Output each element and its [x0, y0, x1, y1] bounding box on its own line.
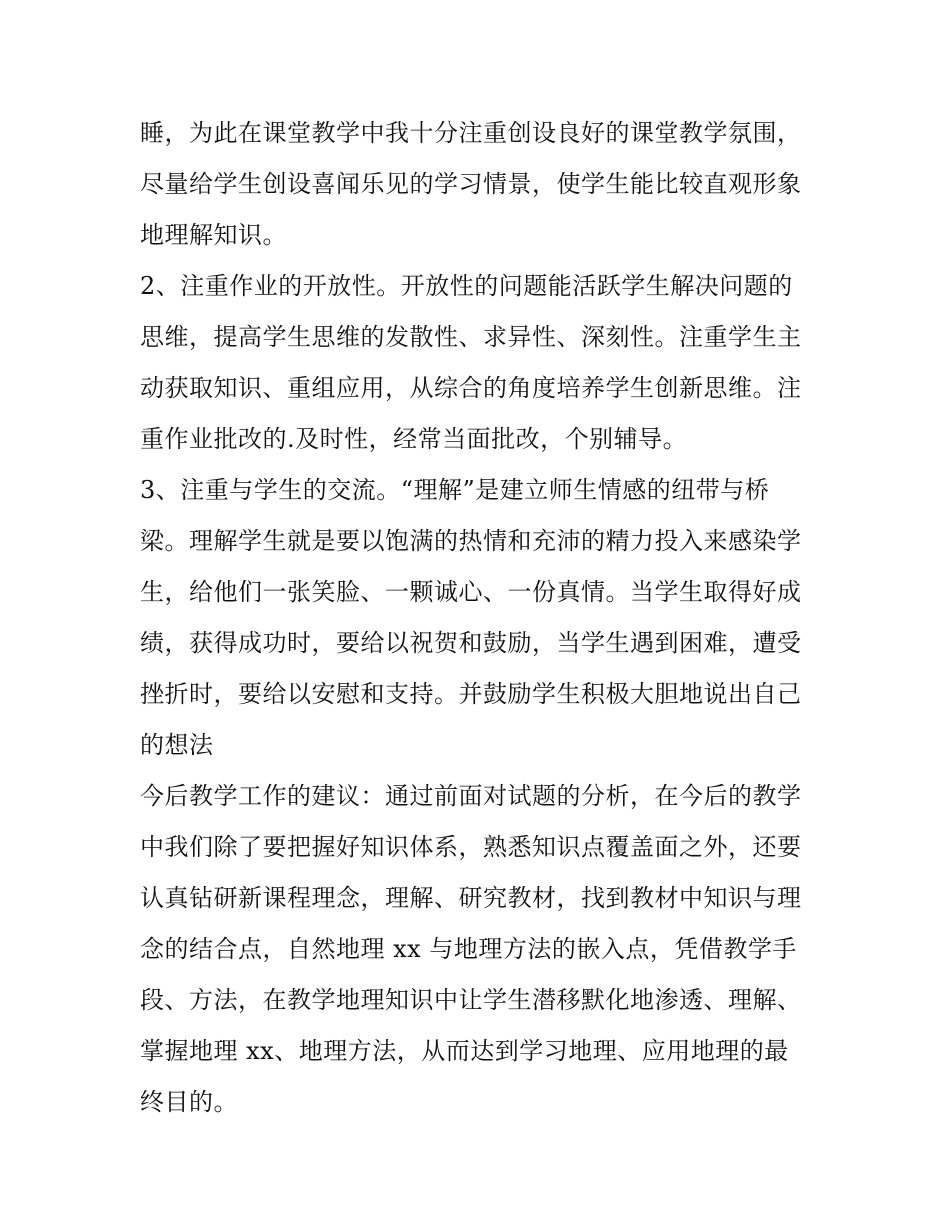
text-line: 绩，获得成功时，要给以祝贺和鼓励，当学生遇到困难，遭受: [140, 629, 802, 657]
text-line: 3、注重与学生的交流。“理解”是建立师生情感的纽带与桥: [140, 476, 770, 504]
text-line: 认真钻研新课程理念，理解、研究教材，找到教材中知识与理: [140, 884, 802, 912]
text-line: 掌握地理 xx、地理方法，从而达到学习地理、应用地理的最: [140, 1037, 789, 1065]
text-line: 梁。理解学生就是要以饱满的热情和充沛的精力投入来感染学: [140, 527, 802, 555]
text-line: 生，给他们一张笑脸、一颗诚心、一份真情。当学生取得好成: [140, 578, 802, 606]
text-line: 今后教学工作的建议：通过前面对试题的分析，在今后的教学: [140, 782, 802, 810]
text-line: 挫折时，要给以安慰和支持。并鼓励学生积极大胆地说出自己: [140, 680, 802, 708]
text-line: 睡，为此在课堂教学中我十分注重创设良好的课堂教学氛围，: [140, 119, 802, 147]
text-line: 段、方法，在教学地理知识中让学生潜移默化地渗透、理解、: [140, 986, 802, 1014]
text-line: 2、注重作业的开放性。开放性的问题能活跃学生解决问题的: [140, 272, 793, 300]
text-line: 念的结合点，自然地理 xx 与地理方法的嵌入点，凭借教学手: [140, 935, 797, 963]
document-body: [140, 108, 820, 1128]
text-line: 地理解知识。: [140, 221, 287, 249]
text-line: 的想法: [140, 731, 214, 759]
text-line: 思维，提高学生思维的发散性、求异性、深刻性。注重学生主: [140, 323, 802, 351]
text-line: 动获取知识、重组应用，从综合的角度培养学生创新思维。注: [140, 374, 802, 402]
text-line: 中我们除了要把握好知识体系，熟悉知识点覆盖面之外，还要: [140, 833, 802, 861]
text-line: 尽量给学生创设喜闻乐见的学习情景，使学生能比较直观形象: [140, 170, 802, 198]
text-line: 重作业批改的.及时性，经常当面批改，个别辅导。: [140, 425, 688, 453]
text-line: 终目的。: [140, 1088, 238, 1116]
